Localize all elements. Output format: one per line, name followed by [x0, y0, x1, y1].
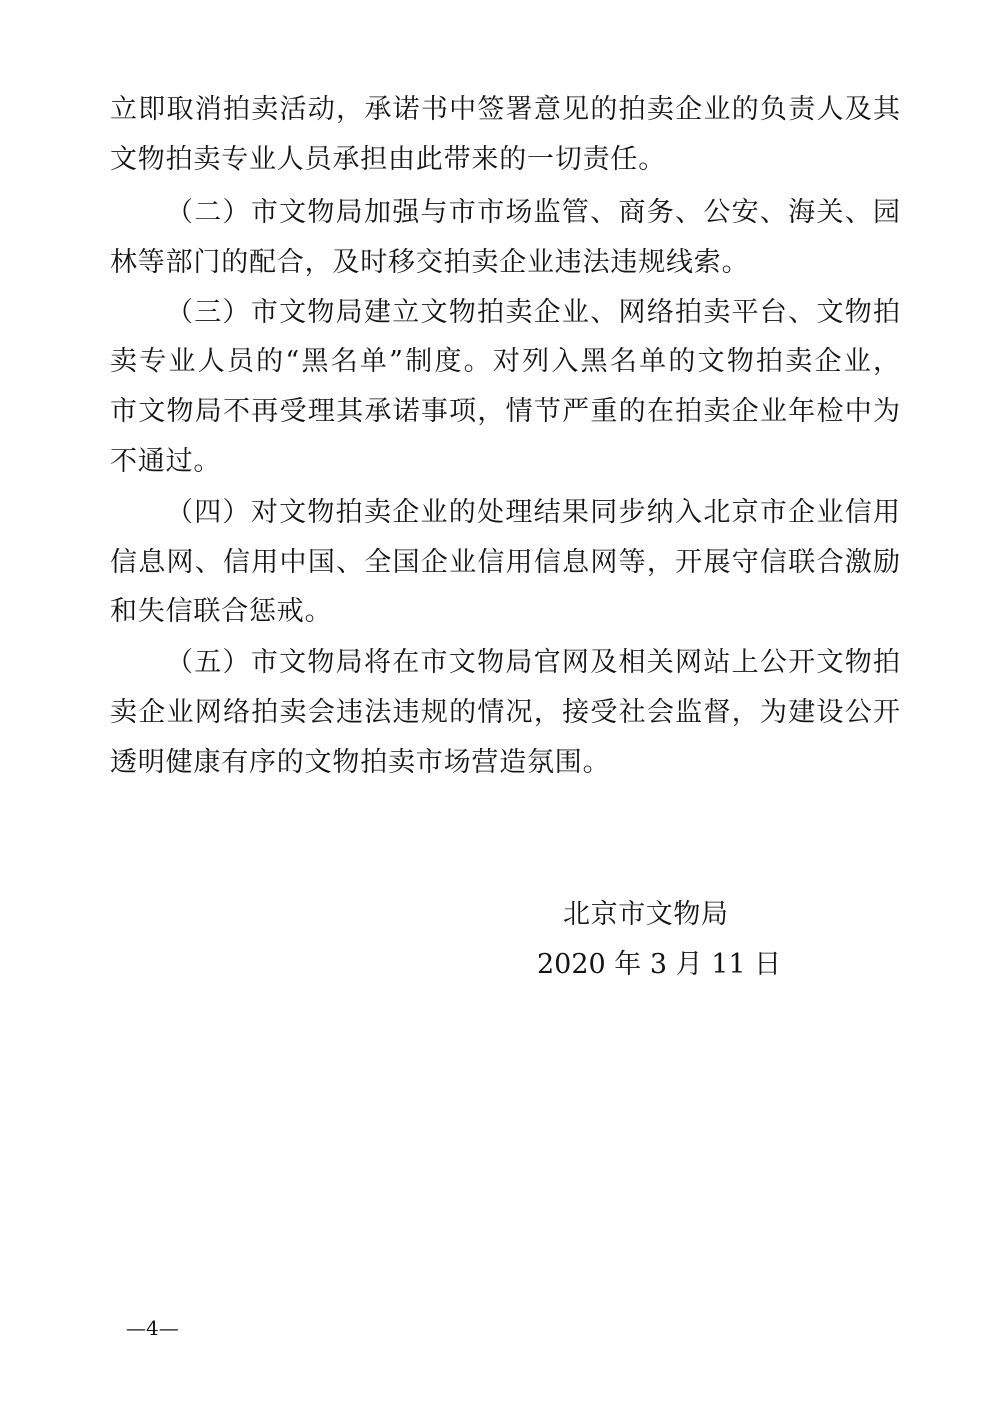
text-line: 信息网、信用中国、全国企业信用信息网等，开展守信联合激励 — [110, 547, 900, 578]
page-number: —4— — [126, 1316, 179, 1340]
issuer-signature: 北京市文物局 — [563, 899, 729, 930]
text-line: 和失信联合惩戒。 — [110, 596, 333, 627]
text-line: （四）对文物拍卖企业的处理结果同步纳入北京市企业信用 — [166, 497, 900, 528]
text-line: 卖专业人员的“黑名单”制度。对列入黑名单的文物拍卖企业， — [110, 346, 900, 377]
text-line: （三）市文物局建立文物拍卖企业、网络拍卖平台、文物拍 — [166, 297, 900, 328]
text-line: 卖企业网络拍卖会违法违规的情况，接受社会监督，为建设公开 — [110, 697, 900, 728]
text-line: 文物拍卖专业人员承担由此带来的一切责任。 — [110, 144, 666, 175]
text-line: 立即取消拍卖活动，承诺书中签署意见的拍卖企业的负责人及其 — [110, 94, 900, 125]
text-line: 林等部门的配合，及时移交拍卖企业违法违规线索。 — [110, 247, 750, 278]
text-line: 不通过。 — [110, 446, 222, 477]
issue-date: 2020 年 3 月 11 日 — [537, 949, 782, 980]
text-line: （二）市文物局加强与市市场监管、商务、公安、海关、园 — [166, 197, 900, 228]
text-line: 透明健康有序的文物拍卖市场营造氛围。 — [110, 747, 611, 778]
text-line: （五）市文物局将在市文物局官网及相关网站上公开文物拍 — [166, 647, 900, 678]
text-line: 市文物局不再受理其承诺事项，情节严重的在拍卖企业年检中为 — [110, 396, 900, 427]
